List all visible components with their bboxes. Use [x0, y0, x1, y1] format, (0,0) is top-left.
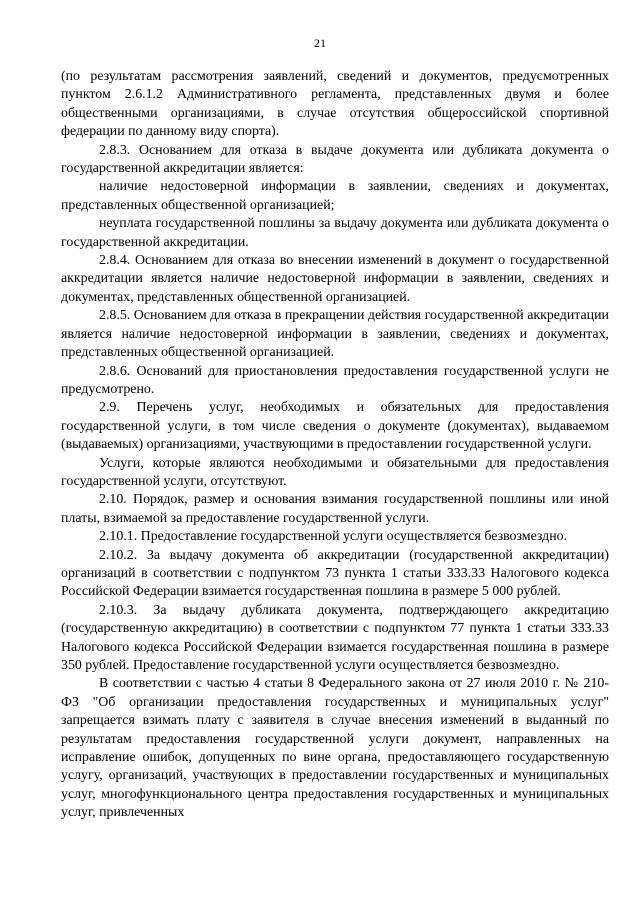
paragraph-2-8-4: 2.8.4. Основанием для отказа во внесении изменений в документ о государственной аккредитации является наличие недостоверной информации в заявлении, сведениях и документах, представленных общественной организацией. [61, 253, 609, 305]
paragraph-2-8-5: 2.8.5. Основанием для отказа в прекращении действия государственной аккредитации является наличие недостоверной информации в заявлении, сведениях и документах, представленных общественной организацией. [61, 308, 609, 361]
paragraph-2-8-6: 2.8.6. Оснований для приостановления предоставления государственной услуги не предусмотрено. [61, 363, 609, 397]
page-body [61, 68, 609, 823]
paragraph-2-8-3-item-2: неуплата государственной пошлины за выдачу документа или дубликата документа о государственной аккредитации. [61, 216, 609, 250]
page-number: 21 [314, 36, 326, 50]
paragraph-2-9: 2.9. Перечень услуг, необходимых и обязательных для предоставления государственной услуги, в том числе сведения о документе (документах), выдаваемом (выдаваемых) организациями, участвующими в предоставлении государственной услуги. [61, 400, 609, 453]
paragraph-2-10-2: 2.10.2. За выдачу документа об аккредитации (государственной аккредитации) организаций в соответствии с подпунктом 73 пункта 1 статьи 333.33 Налогового кодекса Российской Федерации взимается государственная пошлина в размере 5 000 рублей. [61, 547, 609, 600]
paragraph-2-10: 2.10. Порядок, размер и основания взимания государственной пошлины или иной платы, взимаемой за предоставление государственной услуги. [61, 492, 609, 526]
paragraph-2-10-1: 2.10.1. Предоставление государственной услуги осуществляется безвозмездно. [99, 529, 568, 545]
paragraph-continuation: (по результатам рассмотрения заявлений, сведений и документов, предусмотренных пунктом 2.6.1.2 Административного регламента, представленных двумя и более общественными организациями, в случае отсутствия общероссийской спортивной федерации по данному виду спорта). [61, 69, 609, 140]
paragraph-2-8-3: 2.8.3. Основанием для отказа в выдаче документа или дубликата документа о государственной аккредитации является: [61, 142, 609, 177]
paragraph-2-8-3-item-1: наличие недостоверной информации в заявлении, сведениях и документах, представленных общественной организацией; [61, 179, 609, 213]
paragraph-2-10-3: 2.10.3. За выдачу дубликата документа, подтверждающего аккредитацию (государственную аккредитацию) в соответствии с подпунктом 77 пункта 1 статьи 333.33 Налогового кодекса Российской Федерации взимается государственная пошлина в размере 350 рублей. Предоставление государственной услуги осуществляется безвозмездно. [61, 602, 609, 673]
paragraph-2-9-text: Услуги, которые являются необходимыми и обязательными для предоставления государственной услуги, отсутствуют. [61, 455, 609, 489]
paragraph-law-reference: В соответствии с частью 4 статьи 8 Федерального закона от 27 июля 2010 г. № 210-ФЗ "Об организации предоставления государственных и муниципальных услуг" запрещается взимать плату с заявителя в случае внесения изменений в выданный по результатам предоставления государственной услуги документ, направленных на исправление ошибок, допущенных по вине органа, предоставляющего государственную услугу, организаций, участвующих в предоставлении государственных и муниципальных услуг, многофункционального центра предоставления государственных и муниципальных услуг, привлеченных [61, 676, 609, 821]
